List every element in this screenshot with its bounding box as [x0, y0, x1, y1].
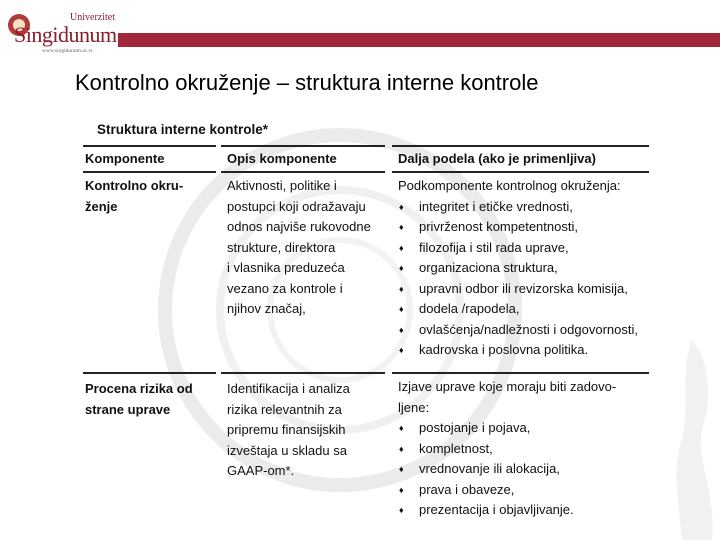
internal-control-table — [80, 118, 650, 528]
row1-component-line: Kontrolno okru- — [85, 178, 184, 193]
row1-description-line: Aktivnosti, politike i — [227, 178, 337, 193]
row1-description-line: njihov značaj, — [227, 301, 306, 316]
table-rule — [83, 145, 216, 147]
table-rule — [221, 372, 385, 374]
row1-component — [85, 176, 183, 217]
row1-subdivision — [398, 176, 638, 361]
header-description: Opis komponente — [227, 151, 337, 166]
list-item: ♦ kompletnost, — [398, 439, 616, 460]
list-item: ♦ vrednovanje ili alokacija, — [398, 459, 616, 480]
header-components: Komponente — [85, 151, 165, 166]
logo-name: Singidunum — [14, 22, 117, 47]
row2-description-line: izveštaja u skladu sa — [227, 442, 347, 458]
table-rule — [221, 145, 385, 147]
decorative-figure-icon — [652, 340, 720, 540]
list-item: ♦ privrženost kompetentnosti, — [398, 217, 638, 238]
row1-intro: Podkomponente kontrolnog okruženja: — [398, 178, 621, 193]
slide-title: Kontrolno okruženje – struktura interne kontrole — [75, 70, 539, 95]
list-item: ♦ filozofija i stil rada uprave, — [398, 238, 638, 259]
table-rule — [83, 372, 216, 374]
row2-description-line: pripremu finansijskih — [227, 422, 346, 437]
list-item: ♦ organizaciona struktura, — [398, 258, 638, 279]
row2-component — [85, 379, 193, 420]
table-rule — [392, 372, 649, 374]
row2-intro: ljene: — [398, 399, 430, 415]
table-rule — [221, 171, 385, 173]
row1-description-line: vezano za kontrole i — [227, 280, 343, 296]
table-caption: Struktura interne kontrole* — [97, 122, 269, 137]
row2-description-line: rizika relevantnih za — [227, 401, 342, 417]
list-item: ♦ dodela /rapodela, — [398, 299, 638, 320]
row1-description-line: i vlasnika preduzeća — [227, 260, 345, 275]
header-bar — [118, 33, 720, 47]
list-item: ♦ upravni odbor ili revizorska komisija, — [398, 279, 638, 300]
list-item: ♦ postojanje i pojava, — [398, 418, 616, 439]
list-item: ♦ prava i obaveze, — [398, 480, 616, 501]
row2-description — [227, 379, 350, 482]
row1-description-line: odnos najviše rukovodne — [227, 219, 371, 234]
row1-list — [398, 197, 638, 361]
table-rule — [83, 171, 216, 173]
header-subdivision: Dalja podela (ako je primenljiva) — [398, 151, 596, 166]
row2-component-line: Procena rizika od — [85, 381, 193, 396]
row2-description-line: Identifikacija i analiza — [227, 381, 350, 396]
logo-university-label: Univerzitet — [70, 12, 115, 23]
list-item: ♦ kadrovska i poslovna politika. — [398, 340, 638, 361]
row1-description — [227, 176, 371, 320]
row1-component-line: ženje — [85, 198, 118, 214]
row1-description-line: postupci koji odražavaju — [227, 198, 366, 214]
university-logo — [8, 8, 120, 54]
list-item: ♦ prezentacija i objavljivanje. — [398, 500, 616, 521]
row2-list — [398, 418, 616, 521]
table-rule — [392, 145, 649, 147]
row2-subdivision — [398, 377, 616, 521]
row2-component-line: strane uprave — [85, 401, 171, 417]
list-item: ♦ ovlašćenja/nadležnosti i odgovornosti, — [398, 320, 638, 341]
row2-intro: Izjave uprave koje moraju biti zadovo- — [398, 379, 617, 394]
list-item: ♦ integritet i etičke vrednosti, — [398, 197, 638, 218]
row2-description-line: GAAP-om*. — [227, 463, 295, 478]
table-rule — [392, 171, 649, 173]
logo-website: www.singidunum.ac.rs — [42, 48, 93, 54]
row1-description-line: strukture, direktora — [227, 239, 336, 255]
